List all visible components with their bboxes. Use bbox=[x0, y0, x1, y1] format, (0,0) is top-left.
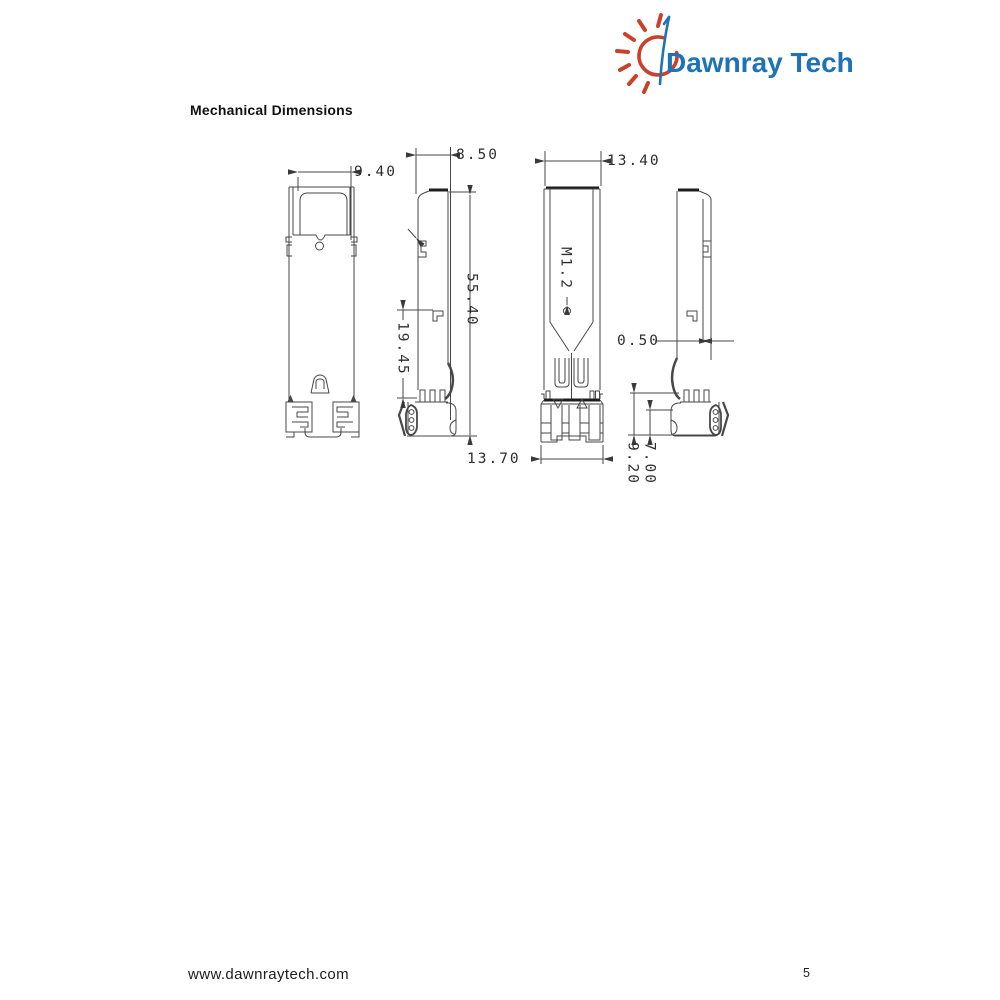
dim-bottom-width-top: 13.40 bbox=[607, 153, 661, 169]
page-number: 5 bbox=[803, 966, 810, 980]
right-side-view-drawing bbox=[628, 190, 734, 436]
dim-wall-thickness: 0.50 bbox=[617, 333, 660, 349]
dim-bottom-height: 9.20 bbox=[624, 442, 641, 485]
dim-front-width: 9.40 bbox=[354, 164, 397, 180]
dim-overall-length: 55.40 bbox=[463, 273, 480, 327]
dim-bottom-width-bottom: 13.70 bbox=[467, 451, 521, 467]
dim-latch-length: 19.45 bbox=[394, 322, 411, 376]
dim-side-depth: 8.50 bbox=[456, 147, 499, 163]
section-title: Mechanical Dimensions bbox=[190, 102, 353, 118]
bottom-view-drawing bbox=[541, 151, 603, 464]
label-screw-hole: M1.2 bbox=[557, 247, 574, 290]
front-view-drawing bbox=[286, 166, 359, 437]
dim-pin-height: 7.00 bbox=[641, 442, 658, 485]
footer-website: www.dawnraytech.com bbox=[188, 966, 349, 983]
brand-text: Dawnray Tech bbox=[666, 47, 854, 78]
